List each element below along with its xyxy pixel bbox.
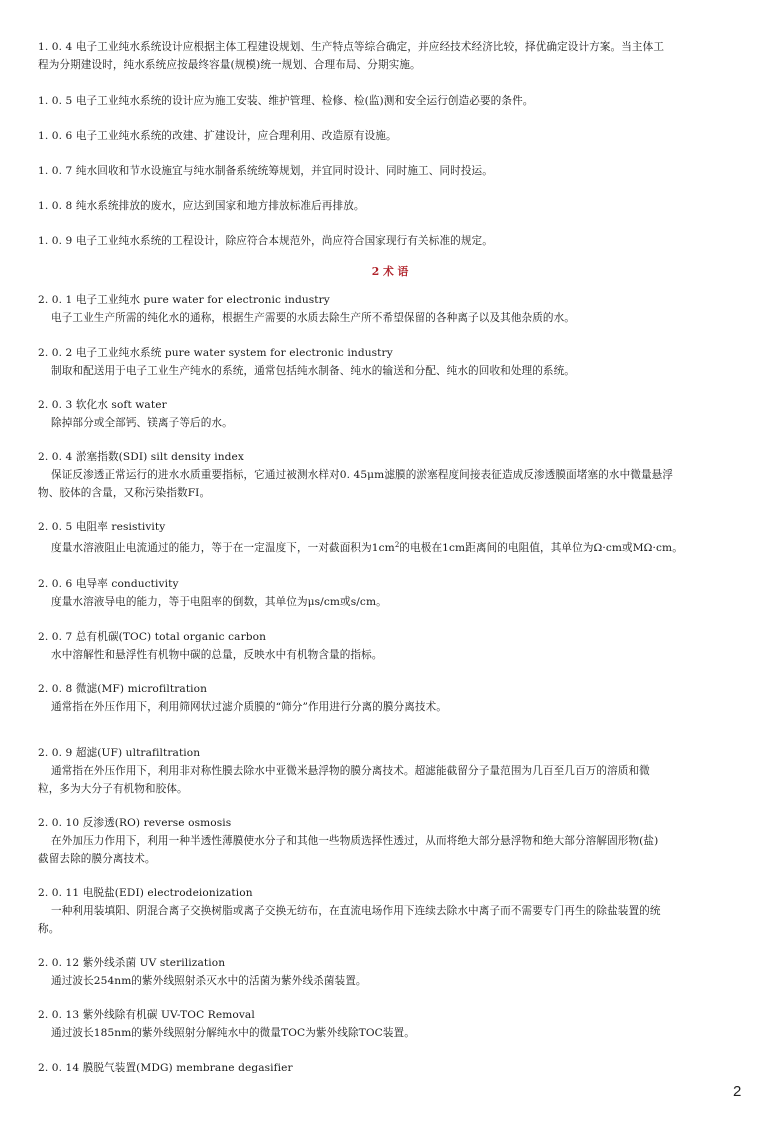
term-2-0-6-definition: 度量水溶液导电的能力，等于电阻率的倒数，其单位为μs/cm或s/cm。 [51, 596, 387, 608]
section-heading: 2 术 语 [371, 265, 409, 278]
term-2-0-9-definition-line1: 通常指在外压作用下，利用非对称性膜去除水中亚微米悬浮物的膜分离技术。超滤能截留分子量范围为几百至几百万的溶质和微 [51, 765, 650, 777]
term-2-0-2: 2. 0. 2 电子工业纯水系统 pure water system for electronic industry [38, 347, 393, 359]
term-2-0-3: 2. 0. 3 软化水 soft water [38, 399, 167, 411]
clause-1-0-4-line2: 程为分期建设时，纯水系统应按最终容量(规模)统一规划、合理布局、分期实施。 [38, 59, 421, 71]
term-2-0-1: 2. 0. 1 电子工业纯水 pure water for electronic industry [38, 294, 330, 306]
term-2-0-10-definition-line2: 截留去除的膜分离技术。 [38, 853, 156, 865]
superscript: 2 [394, 541, 400, 549]
term-2-0-1-definition: 电子工业生产所需的纯化水的通称，根据生产需要的水质去除生产所不希望保留的各种离子以及其他杂质的水。 [51, 312, 575, 324]
term-2-0-13: 2. 0. 13 紫外线除有机碳 UV-TOC Removal [38, 1009, 255, 1021]
term-2-0-7: 2. 0. 7 总有机碳(TOC) total organic carbon [38, 631, 267, 643]
term-2-0-9: 2. 0. 9 超滤(UF) ultrafiltration [38, 747, 201, 759]
term-2-0-7-definition: 水中溶解性和悬浮性有机物中碳的总量，反映水中有机物含量的指标。 [51, 649, 383, 661]
term-2-0-5-definition [51, 541, 683, 555]
term-2-0-6: 2. 0. 6 电导率 conductivity [38, 578, 179, 590]
clause-1-0-9: 1. 0. 9 电子工业纯水系统的工程设计，除应符合本规范外，尚应符合国家现行有关标准的规定。 [38, 235, 493, 247]
definition-text-post: 的电极在1cm距离间的电阻值，其单位为Ω·cm或MΩ·cm。 [399, 542, 683, 554]
clause-1-0-5: 1. 0. 5 电子工业纯水系统的设计应为施工安装、维护管理、检修、检(监)测和安全运行创造必要的条件。 [38, 95, 534, 107]
term-2-0-8: 2. 0. 8 微滤(MF) microfiltration [38, 683, 208, 695]
term-2-0-4-definition-line2: 物、胶体的含量，又称污染指数FI。 [38, 487, 211, 499]
term-2-0-14: 2. 0. 14 膜脱气装置(MDG) membrane degasifier [38, 1062, 293, 1074]
term-2-0-3-definition: 除掉部分或全部钙、镁离子等后的水。 [51, 417, 233, 429]
page-number: 2 [733, 1083, 742, 1100]
term-2-0-11: 2. 0. 11 电脱盐(EDI) electrodeionization [38, 887, 253, 899]
term-2-0-10-definition-line1: 在外加压力作用下，利用一种半透性薄膜使水分子和其他一些物质选择性透过，从而将绝大部分悬浮物和绝大部分溶解固形物(盐) [51, 835, 659, 847]
term-2-0-11-definition-line2: 称。 [38, 923, 60, 935]
term-2-0-9-definition-line2: 粒，多为大分子有机物和胶体。 [38, 783, 188, 795]
definition-text-pre: 度量水溶液阻止电流通过的能力，等于在一定温度下，一对截面积为1cm [51, 542, 395, 554]
term-2-0-12: 2. 0. 12 紫外线杀菌 UV sterilization [38, 957, 226, 969]
clause-1-0-7: 1. 0. 7 纯水回收和节水设施宜与纯水制备系统统筹规划，并宜同时设计、同时施工、同时投运。 [38, 165, 493, 177]
term-2-0-10: 2. 0. 10 反渗透(RO) reverse osmosis [38, 817, 232, 829]
term-2-0-13-definition: 通过波长185nm的紫外线照射分解纯水中的微量TOC为紫外线除TOC装置。 [51, 1027, 415, 1039]
clause-1-0-4-line1: 1. 0. 4 电子工业纯水系统设计应根据主体工程建设规划、生产特点等综合确定，并应经技术经济比较，择优确定设计方案。当主体工 [38, 41, 665, 53]
clause-1-0-8: 1. 0. 8 纯水系统排放的废水，应达到国家和地方排放标准后再排放。 [38, 200, 365, 212]
term-2-0-5: 2. 0. 5 电阻率 resistivity [38, 521, 166, 533]
term-2-0-11-definition-line1: 一种利用装填阳、阴混合离子交换树脂或离子交换无纺布，在直流电场作用下连续去除水中离子而不需要专门再生的除盐装置的统 [51, 905, 661, 917]
term-2-0-4-definition-line1: 保证反渗透正常运行的进水水质重要指标，它通过被测水样对0. 45μm滤膜的淤塞程度间接表征造成反渗透膜面堵塞的水中微量悬浮 [51, 469, 674, 481]
term-2-0-4: 2. 0. 4 淤塞指数(SDI) silt density index [38, 451, 244, 463]
term-2-0-8-definition: 通常指在外压作用下，利用筛网状过滤介质膜的“筛分”作用进行分离的膜分离技术。 [51, 701, 448, 713]
term-2-0-2-definition: 制取和配送用于电子工业生产纯水的系统，通常包括纯水制备、纯水的输送和分配、纯水的回收和处理的系统。 [51, 365, 575, 377]
clause-1-0-6: 1. 0. 6 电子工业纯水系统的改建、扩建设计，应合理利用、改造原有设施。 [38, 130, 397, 142]
term-2-0-12-definition: 通过波长254nm的紫外线照射杀灭水中的活菌为紫外线杀菌装置。 [51, 975, 367, 987]
